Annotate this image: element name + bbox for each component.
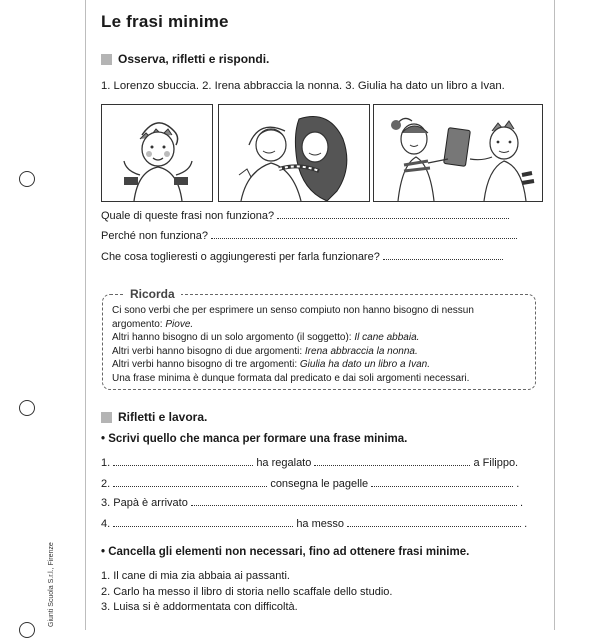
ricorda-line-text: Altri verbi hanno bisogno di tre argomenti: xyxy=(112,359,300,371)
blank-field[interactable] xyxy=(113,456,253,466)
task-2-instruction: • Cancella gli elementi non necessari, fino ad ottenere frasi minime. xyxy=(101,546,470,558)
exercise-number: 2. xyxy=(101,478,111,490)
blank-field[interactable] xyxy=(371,477,513,487)
binder-margin xyxy=(0,0,62,630)
question-text: Quale di queste frasi non funziona? xyxy=(101,210,275,222)
task-1-instruction: • Scrivi quello che manca per formare una frase minima. xyxy=(101,433,408,445)
sentence-2[interactable]: 2. Carlo ha messo il libro di storia nello scaffale dello studio. xyxy=(101,586,393,598)
exercise-text: . xyxy=(524,518,528,530)
exercise-number: 1. xyxy=(101,457,111,469)
exercise-text: ha regalato xyxy=(256,457,312,469)
section-heading-observe xyxy=(101,52,269,66)
exercise-text: ha messo xyxy=(296,518,345,530)
blank-field[interactable] xyxy=(191,496,517,506)
answer-line[interactable] xyxy=(383,250,503,260)
ricorda-example: Irena abbraccia la nonna. xyxy=(304,345,418,357)
ricorda-line xyxy=(112,345,527,359)
question-3 xyxy=(101,250,503,263)
ricorda-line: Una frase minima è dunque formata dal predicato e dai soli argomenti necessari. xyxy=(112,372,470,384)
sentence-3[interactable]: 3. Luisa si è addormentata con difficoltà. xyxy=(101,601,298,613)
illustration-boy xyxy=(101,104,213,202)
section-heading-text: Rifletti e lavora. xyxy=(118,410,208,424)
section-heading-text: Osserva, rifletti e rispondi. xyxy=(118,52,270,66)
ricorda-line-text: Altri verbi hanno bisogno di due argomenti: xyxy=(112,345,305,357)
ricorda-line xyxy=(112,318,527,332)
exercise-number: 3. xyxy=(101,497,111,509)
square-bullet-icon xyxy=(101,54,112,65)
answer-line[interactable] xyxy=(277,209,509,219)
exercise-text: Papà è arrivato xyxy=(113,497,188,509)
square-bullet-icon xyxy=(101,412,112,423)
question-text: Che cosa toglieresti o aggiungeresti per farla funzionare? xyxy=(101,251,380,263)
illustration-strip xyxy=(101,104,541,202)
publisher-credit: Giunti Scuola S.r.l., Firenze xyxy=(48,542,55,627)
question-2 xyxy=(101,229,517,242)
exercise-text: . xyxy=(516,478,520,490)
ricorda-line-text: argomento: xyxy=(112,318,166,330)
punch-hole-icon xyxy=(19,400,35,416)
blank-field[interactable] xyxy=(113,517,293,527)
section-heading-work xyxy=(101,410,207,424)
ricorda-example: Il cane abbaia. xyxy=(354,332,420,344)
ricorda-text xyxy=(112,304,527,386)
blank-field[interactable] xyxy=(314,456,470,466)
page-title: Le frasi minime xyxy=(101,12,229,31)
exercise-1 xyxy=(101,456,518,469)
ricorda-line-text: Altri hanno bisogno di un solo argomento (il soggetto): xyxy=(112,332,355,344)
exercise-3 xyxy=(101,496,523,509)
exercise-text: consegna le pagelle xyxy=(270,478,369,490)
ricorda-label: Ricorda xyxy=(124,287,181,301)
ricorda-line: Ci sono verbi che per esprimere un senso compiuto non hanno bisogno di nessun xyxy=(112,305,474,316)
ricorda-line xyxy=(112,331,527,345)
illustration-hug xyxy=(218,104,370,202)
exercise-text: . xyxy=(519,497,524,509)
picture-captions: 1. Lorenzo sbuccia. 2. Irena abbraccia la nonna. 3. Giulia ha dato un libro a Ivan. xyxy=(101,80,505,92)
ricorda-example: Giulia ha dato un libro a Ivan. xyxy=(299,359,430,371)
punch-hole-icon xyxy=(19,622,35,638)
blank-field[interactable] xyxy=(113,477,267,487)
answer-line[interactable] xyxy=(211,229,517,239)
sentence-1[interactable]: 1. Il cane di mia zia abbaia ai passanti. xyxy=(101,570,290,582)
ricorda-line xyxy=(112,358,527,372)
blank-field[interactable] xyxy=(347,517,521,527)
exercise-4 xyxy=(101,517,527,530)
ricorda-example: Piove. xyxy=(165,318,194,330)
exercise-number: 4. xyxy=(101,518,111,530)
exercise-2 xyxy=(101,477,519,490)
question-1 xyxy=(101,209,509,222)
exercise-text: a Filippo. xyxy=(473,457,519,469)
illustration-book xyxy=(373,104,543,202)
question-text: Perché non funziona? xyxy=(101,230,209,242)
punch-hole-icon xyxy=(19,171,35,187)
